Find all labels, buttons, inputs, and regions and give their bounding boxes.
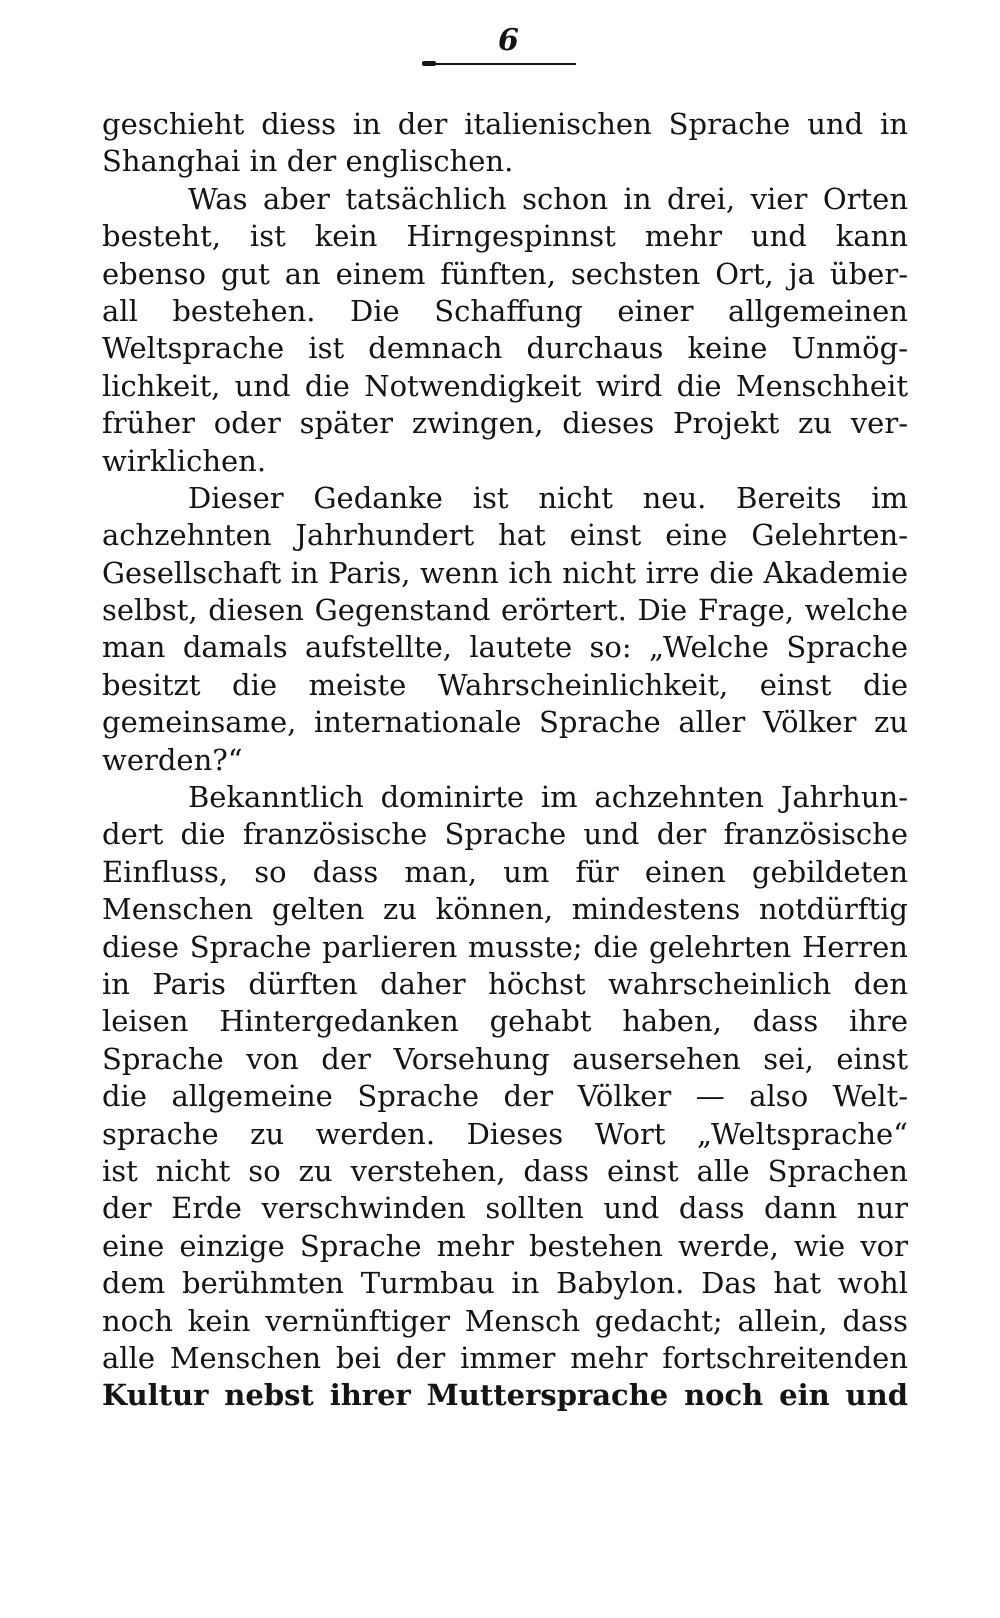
- text-line: Dieser Gedanke ist nicht neu. Bereits im: [188, 480, 908, 515]
- text-line: gemeinsame, internationale Sprache aller Völker zu: [102, 705, 908, 740]
- text-line: wirklichen.: [102, 443, 267, 478]
- text-line: Shanghai in der englischen.: [102, 144, 514, 179]
- text-line: Weltsprache ist demnach durchaus keine Unmög-: [102, 331, 908, 366]
- header-rule: [428, 63, 576, 65]
- text-line: der Erde verschwinden sollten und dass dann nur: [102, 1191, 908, 1226]
- text-line: lichkeit, und die Notwendigkeit wird die Menschheit: [102, 368, 908, 403]
- text-line: geschieht diess in der italienischen Sprache und in: [102, 107, 908, 141]
- text-line: besteht, ist kein Hirngespinnst mehr und kann: [102, 219, 908, 254]
- text-line: Menschen gelten zu können, mindestens notdürftig: [102, 892, 908, 927]
- text-line: dem berühmten Turmbau in Babylon. Das hat wohl: [102, 1266, 908, 1301]
- text-line: man damals aufstellte, lautete so: „Welche Sprache: [102, 630, 908, 665]
- text-line: Einfluss, so dass man, um für einen gebildeten: [102, 854, 908, 889]
- text-line: dert die französische Sprache und der französische: [102, 817, 908, 852]
- text-line: leisen Hintergedanken gehabt haben, dass ihre: [102, 1004, 908, 1039]
- text-line: eine einzige Sprache mehr bestehen werde, wie vor: [102, 1228, 908, 1263]
- text-line: Sprache von der Vorsehung ausersehen sei, einst: [102, 1041, 908, 1076]
- text-line: ebenso gut an einem fünften, sechsten Ort, ja über-: [102, 256, 908, 291]
- text-line: noch kein vernünftiger Mensch gedacht; allein, dass: [102, 1303, 908, 1338]
- text-line: ist nicht so zu verstehen, dass einst alle Sprachen: [102, 1153, 908, 1188]
- text-line: sprache zu werden. Dieses Wort „Weltsprache“: [102, 1116, 908, 1151]
- page-number: 6: [498, 23, 519, 58]
- text-line: die allgemeine Sprache der Völker — also Welt-: [102, 1079, 908, 1114]
- page-header: [420, 22, 580, 72]
- text-line: selbst, diesen Gegenstand erörtert. Die Frage, welche: [102, 593, 908, 628]
- text-line: diese Sprache parlieren musste; die gelehrten Herren: [102, 929, 908, 964]
- text-line: früher oder später zwingen, dieses Projekt zu ver-: [102, 406, 908, 441]
- text-line: Kultur nebst ihrer Muttersprache noch ein und: [102, 1378, 908, 1413]
- text-line: werden?“: [102, 742, 243, 777]
- text-line: Bekanntlich dominirte im achzehnten Jahrhun-: [188, 780, 908, 815]
- text-line: all bestehen. Die Schaffung einer allgemeinen: [102, 293, 908, 328]
- text-line: in Paris dürften daher höchst wahrscheinlich den: [102, 966, 908, 1001]
- text-line: Was aber tatsächlich schon in drei, vier Orten: [188, 181, 908, 216]
- text-line: Gesellschaft in Paris, wenn ich nicht irre die Akademie: [102, 555, 908, 590]
- text-line: besitzt die meiste Wahrscheinlichkeit, einst die: [102, 667, 908, 702]
- text-line: alle Menschen bei der immer mehr fortschreitenden: [102, 1340, 908, 1375]
- body-text: [102, 106, 908, 1596]
- text-line: achzehnten Jahrhundert hat einst eine Gelehrten-: [102, 518, 908, 553]
